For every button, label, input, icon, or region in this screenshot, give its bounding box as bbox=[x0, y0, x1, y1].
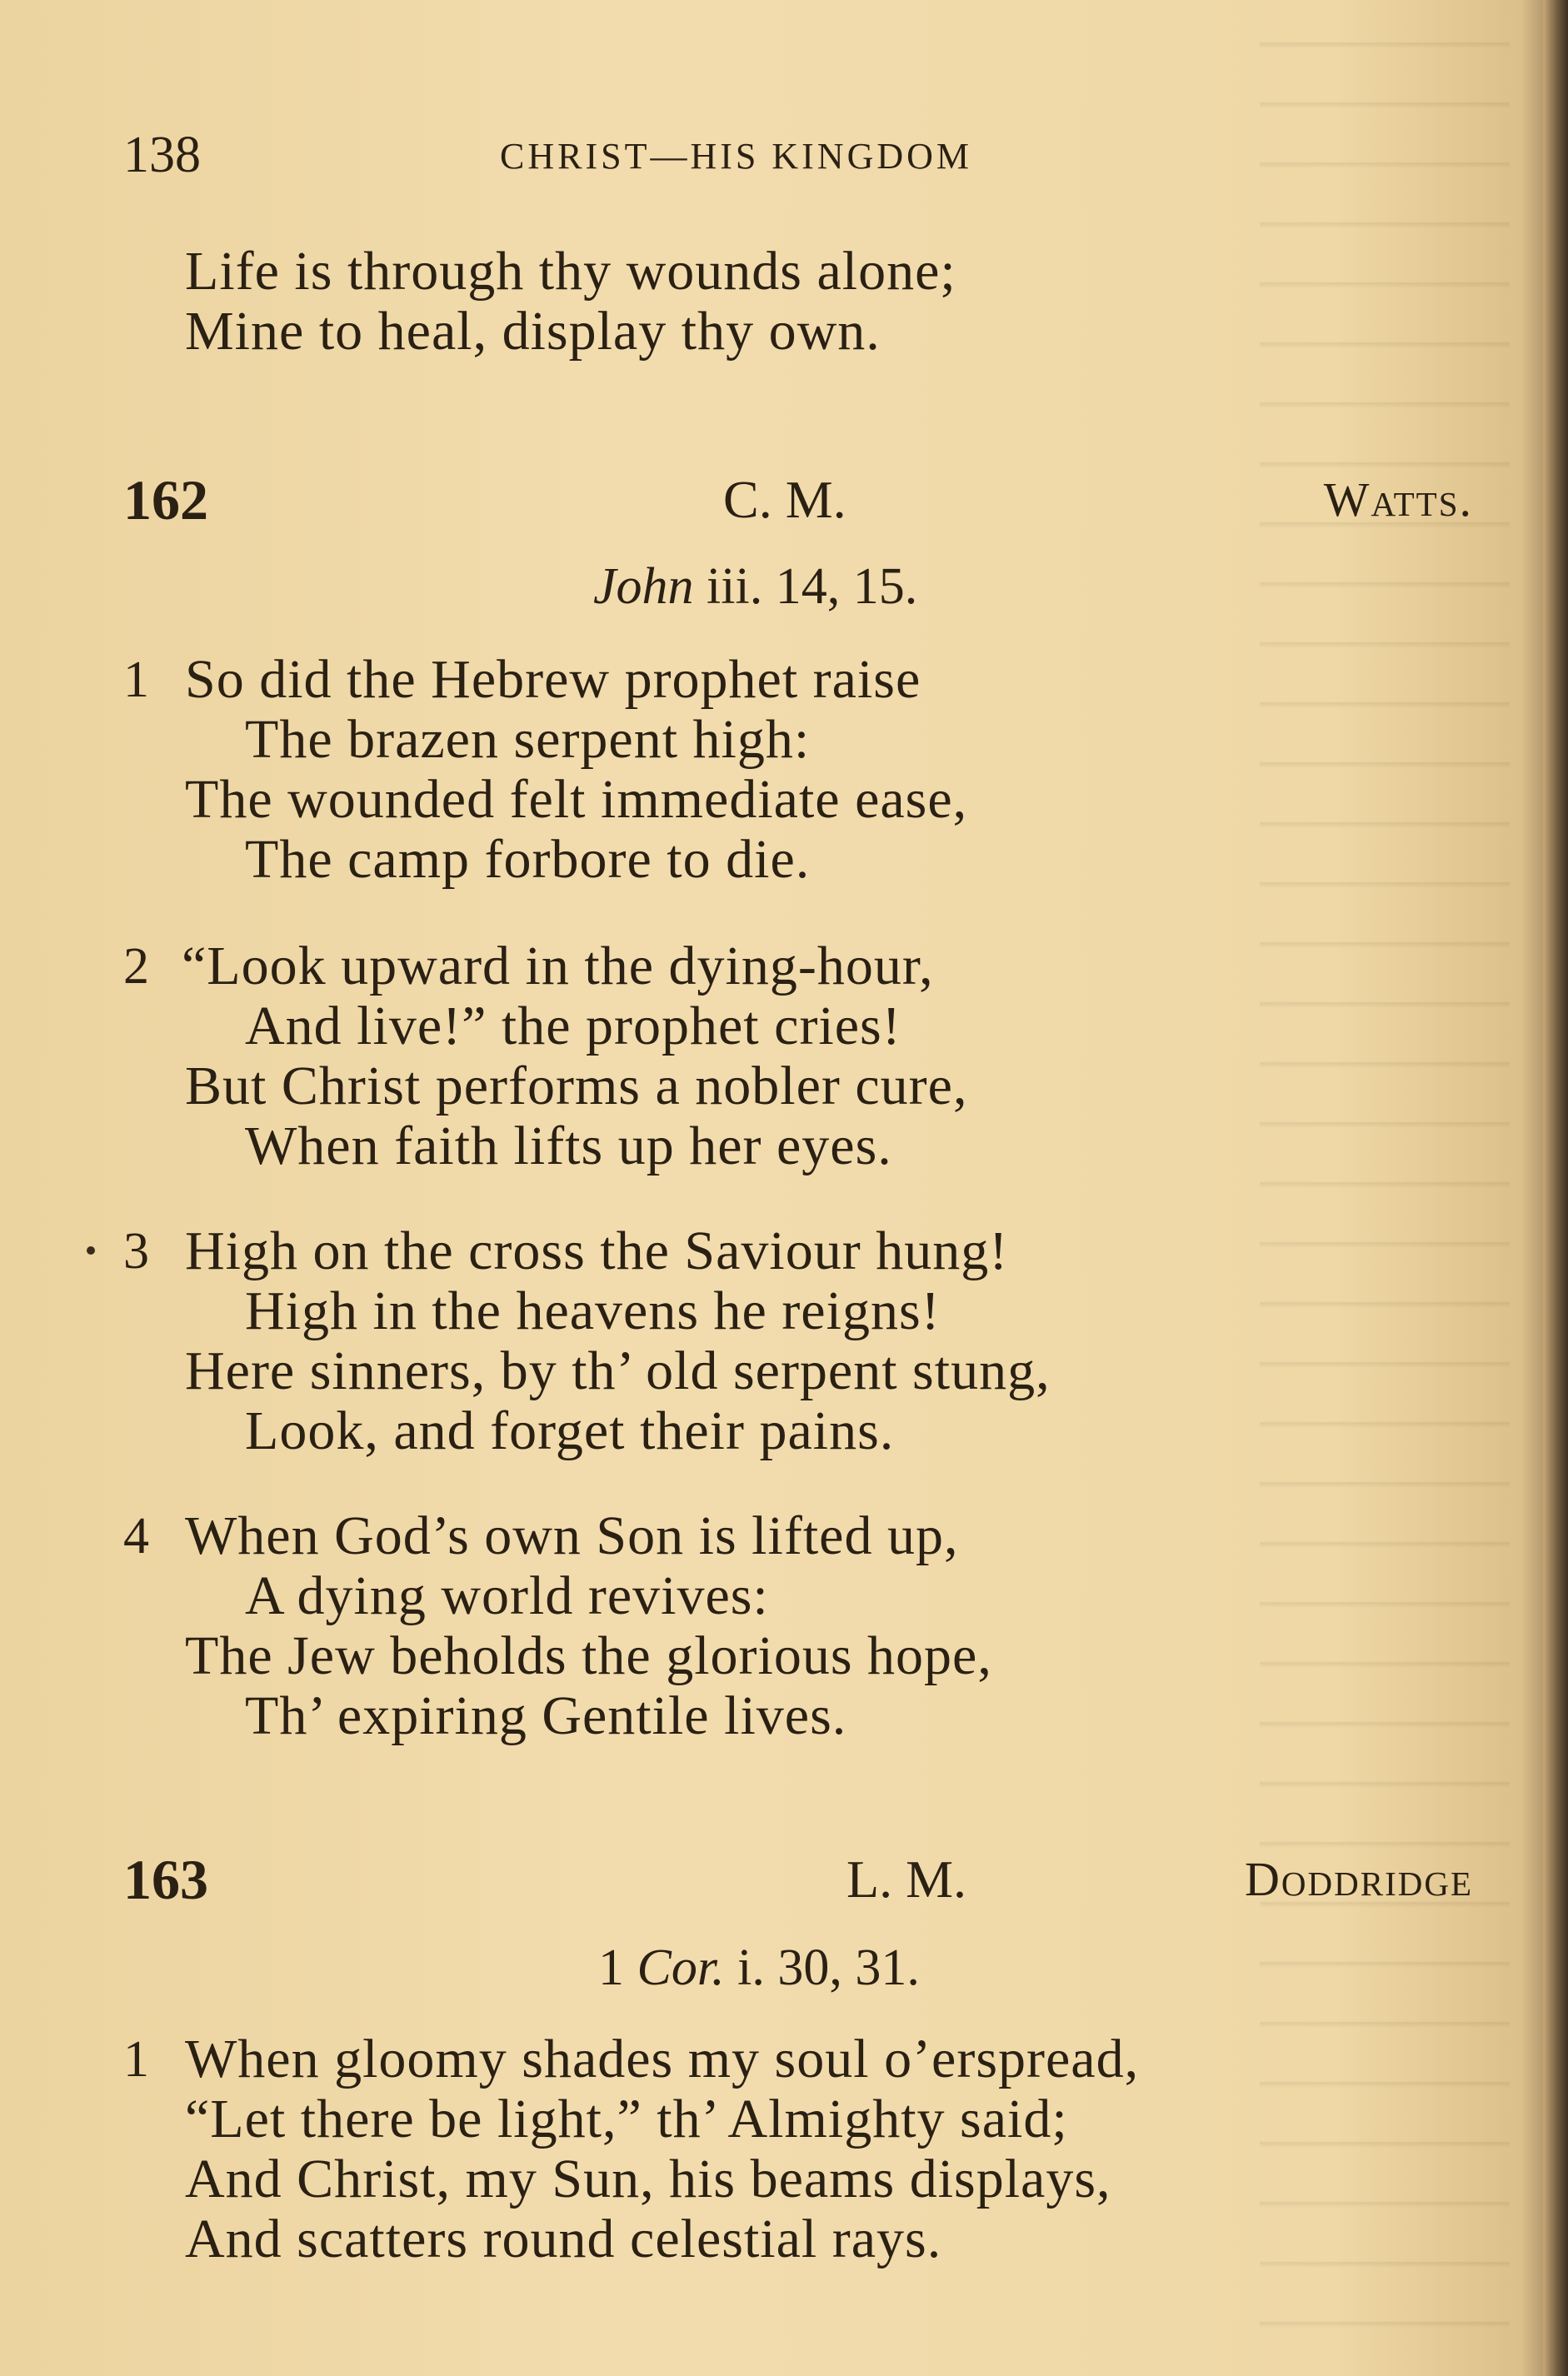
verse-line: Look, and forget their pains. bbox=[245, 1400, 895, 1461]
verse-line: And scatters round celestial rays. bbox=[185, 2209, 942, 2269]
verse-line: “Let there be light,” th’ Almighty said; bbox=[185, 2089, 1068, 2149]
verse-line: The wounded felt immediate ease, bbox=[185, 769, 968, 830]
verse-line: High in the heavens he reigns! bbox=[245, 1280, 941, 1341]
verse-line: The brazen serpent high: bbox=[245, 709, 811, 770]
bleed-through-text bbox=[1260, 0, 1510, 2376]
stanza-number: 1 bbox=[123, 651, 149, 708]
scripture-prefix: 1 bbox=[598, 1939, 637, 1996]
verse-line: Th’ expiring Gentile lives. bbox=[245, 1685, 847, 1746]
verse-line: And live!” the prophet cries! bbox=[245, 996, 901, 1056]
verse-line: When faith lifts up her eyes. bbox=[245, 1116, 892, 1176]
verse-line: But Christ performs a nobler cure, bbox=[185, 1056, 968, 1116]
scripture-book: Cor. bbox=[637, 1939, 725, 1996]
running-title: CHRIST—HIS KINGDOM bbox=[500, 136, 973, 177]
verse-line: When God’s own Son is lifted up, bbox=[185, 1505, 959, 1566]
verse-line: Here sinners, by th’ old serpent stung, bbox=[185, 1340, 1051, 1401]
stanza-number: 4 bbox=[123, 1508, 149, 1565]
verse-line: High on the cross the Saviour hung! bbox=[185, 1220, 1009, 1281]
hymn-author: Doddridge bbox=[1245, 1852, 1473, 1906]
stanza-number: 3 bbox=[123, 1223, 149, 1280]
stanza-number: 1 bbox=[123, 2031, 149, 2088]
scripture-reference bbox=[598, 1938, 920, 1998]
verse-line: A dying world revives: bbox=[245, 1565, 769, 1626]
hymn-meter: C. M. bbox=[723, 470, 846, 529]
verse-line: The Jew beholds the glorious hope, bbox=[185, 1625, 992, 1686]
scripture-reference bbox=[593, 557, 917, 616]
stanza-number: 2 bbox=[123, 938, 149, 995]
verse-line: So did the Hebrew prophet raise bbox=[185, 649, 921, 710]
scripture-verses: iii. 14, 15. bbox=[693, 558, 918, 615]
scripture-verses: i. 30, 31. bbox=[724, 1939, 920, 1996]
hymn-meter: L. M. bbox=[846, 1849, 966, 1909]
verse-line: And Christ, my Sun, his beams displays, bbox=[185, 2149, 1111, 2209]
hymn-author: Watts. bbox=[1323, 472, 1473, 527]
carryover-line: Life is through thy wounds alone; bbox=[185, 241, 956, 302]
hymn-header-163 bbox=[123, 1846, 1473, 1913]
verse-line: “Look upward in the dying-hour, bbox=[182, 936, 934, 996]
page-edge bbox=[1543, 0, 1568, 2376]
running-head bbox=[123, 125, 1106, 185]
hymn-number: 163 bbox=[123, 1848, 208, 1911]
hymn-number: 162 bbox=[123, 468, 208, 532]
verse-line: When gloomy shades my soul o’erspread, bbox=[185, 2029, 1140, 2089]
hymn-header-162 bbox=[123, 467, 1473, 533]
verse-line: The camp forbore to die. bbox=[245, 829, 811, 890]
carryover-line: Mine to heal, display thy own. bbox=[185, 301, 881, 362]
page-number: 138 bbox=[123, 127, 201, 183]
stanza-mark bbox=[87, 1246, 95, 1255]
scripture-book: John bbox=[593, 558, 694, 615]
